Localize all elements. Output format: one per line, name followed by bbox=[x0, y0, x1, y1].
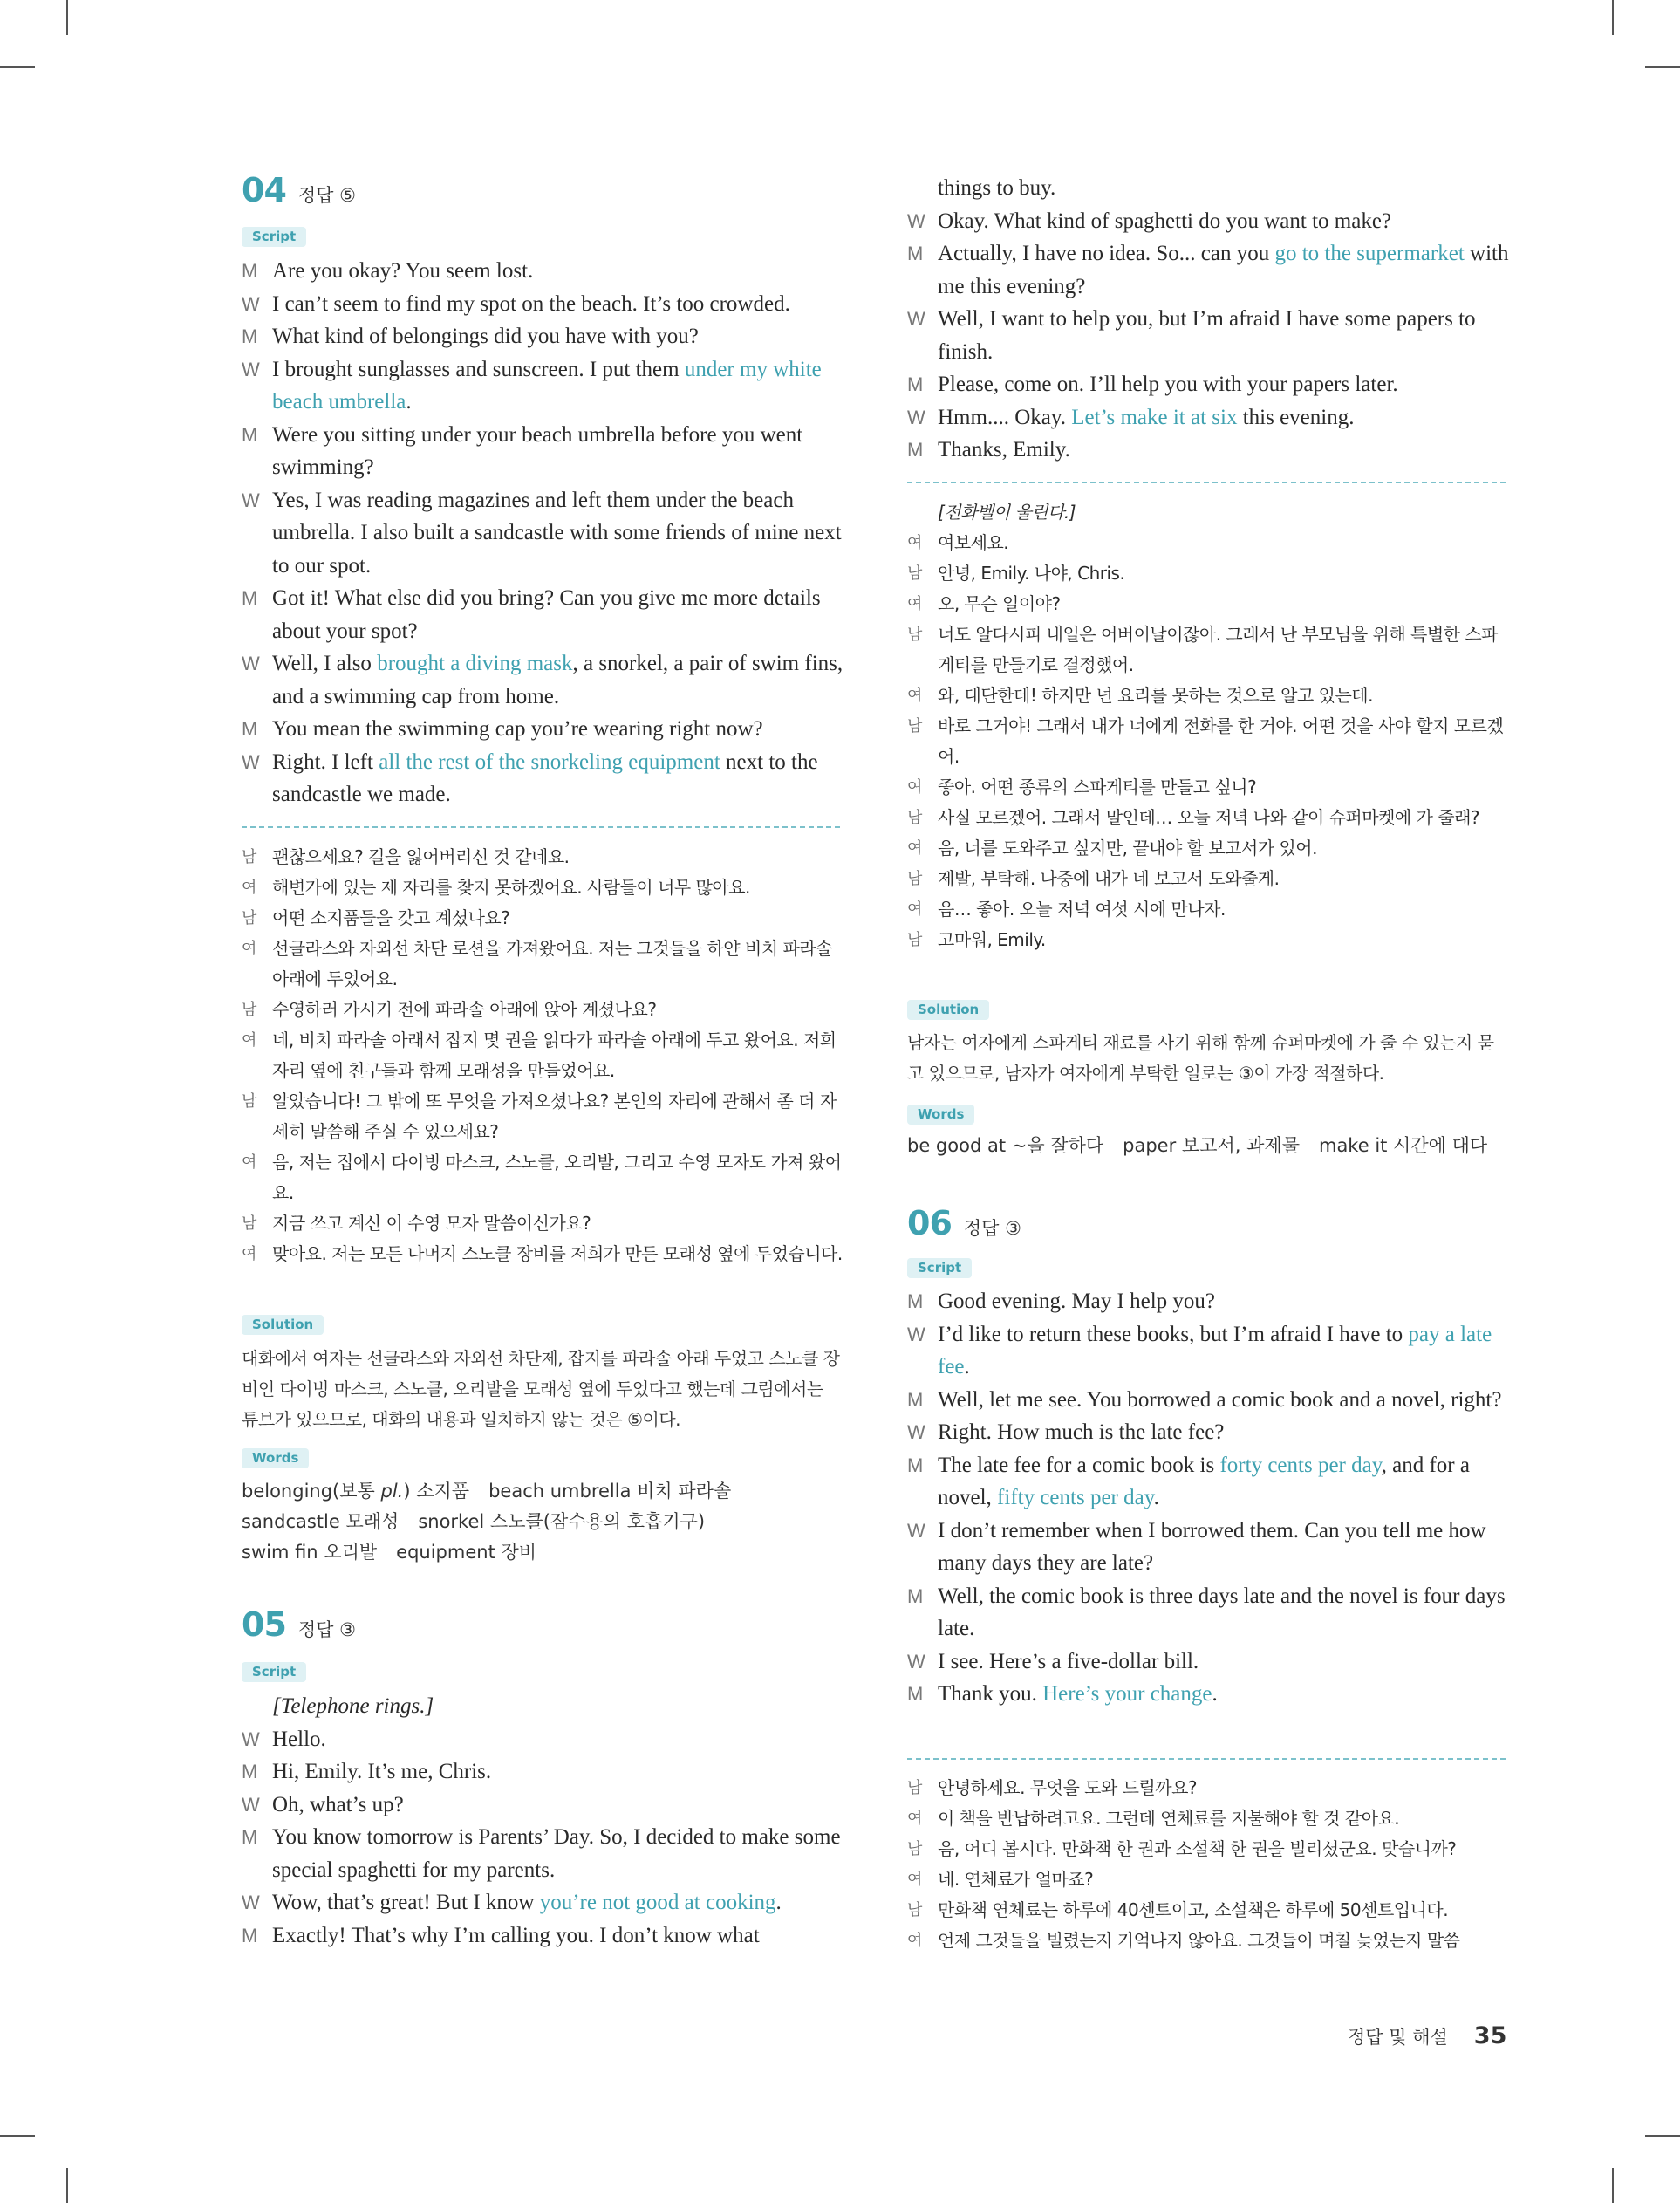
line-text: 음, 저는 집에서 다이빙 마스크, 스노클, 오리발, 그리고 수영 모자도 가져 왔어요. bbox=[272, 1152, 842, 1203]
dialogue-line bbox=[242, 1919, 843, 1953]
line-text bbox=[938, 237, 1509, 303]
speaker-label: 여 bbox=[242, 940, 256, 957]
text-run: You mean the swimming cap you’re wearing right now? bbox=[272, 717, 763, 741]
line-text bbox=[938, 1318, 1509, 1384]
dialogue-line bbox=[907, 772, 1509, 803]
speaker-label: M bbox=[907, 1454, 924, 1476]
highlighted-phrase: all the rest of the snorkeling equipment bbox=[379, 749, 720, 774]
dialogue-line bbox=[242, 872, 843, 903]
speaker-label: W bbox=[242, 358, 260, 380]
line-text bbox=[938, 368, 1509, 401]
dialogue-line bbox=[907, 589, 1509, 619]
line-text bbox=[272, 255, 843, 288]
dialogue-line bbox=[242, 1025, 843, 1086]
text-run: I’d like to return these books, but I’m afraid I have to bbox=[938, 1322, 1409, 1346]
line-text: 언제 그것들을 빌렸는지 기억나지 않아요. 그것들이 며칠 늦었는지 말씀 bbox=[938, 1930, 1460, 1951]
speaker-label: 여 bbox=[242, 879, 256, 896]
dialogue-line bbox=[242, 1821, 843, 1886]
speaker-label: 남 bbox=[907, 870, 922, 887]
text-run: Got it! What else did you bring? Can you give me more details about your spot? bbox=[272, 586, 821, 643]
line-text: 사실 모르겠어. 그래서 말인데… 오늘 저녁 나와 같이 슈퍼마켓에 가 줄래? bbox=[938, 807, 1480, 828]
text-run: Hello. bbox=[272, 1727, 326, 1751]
speaker-label: W bbox=[907, 308, 925, 330]
text-run: next to the sandcastle we made. bbox=[272, 749, 818, 806]
speaker-label: M bbox=[907, 373, 924, 395]
highlighted-phrase: brought a diving mask bbox=[377, 652, 573, 675]
speaker-label: 남 bbox=[907, 1901, 922, 1919]
dialogue-line bbox=[907, 368, 1509, 401]
speaker-label: M bbox=[242, 1826, 258, 1848]
speaker-label: 여 bbox=[907, 1810, 922, 1827]
dialogue-line bbox=[907, 803, 1509, 833]
dialogue-line bbox=[907, 711, 1509, 772]
highlighted-phrase: forty cents per day bbox=[1219, 1453, 1382, 1477]
dialogue-line bbox=[907, 1645, 1509, 1679]
highlighted-phrase: Here’s your change bbox=[1042, 1682, 1212, 1706]
vocab-entry: snorkel 스노클(잠수용의 호흡기구) bbox=[418, 1511, 706, 1532]
line-text bbox=[272, 582, 843, 647]
section-06-translation bbox=[907, 1773, 1509, 1956]
text-run: Oh, what’s up? bbox=[272, 1792, 404, 1816]
line-text: 음… 좋아. 오늘 저녁 여섯 시에 만나자. bbox=[938, 899, 1226, 920]
line-text: 네, 비치 파라솔 아래서 잡지 몇 권을 읽다가 파라솔 아래에 두고 왔어요. 저희 자리 옆에 친구들과 함께 모래성을 만들었어요. bbox=[272, 1030, 837, 1081]
section-05-solution: 남자는 여자에게 스파게티 재료를 사기 위해 함께 슈퍼마켓에 가 줄 수 있는지 묻고 있으므로, 남자가 여자에게 부탁한 일로는 ③이 가장 적절하다. bbox=[907, 1032, 1494, 1084]
crop-mark bbox=[66, 0, 68, 35]
speaker-label: 여 bbox=[242, 1031, 256, 1049]
speaker-label: 남 bbox=[242, 1092, 256, 1110]
dialogue-line bbox=[242, 484, 843, 583]
line-text bbox=[938, 205, 1509, 238]
dialogue-line bbox=[242, 1239, 843, 1269]
dialogue-line bbox=[242, 934, 843, 995]
line-text: 안녕하세요. 무엇을 도와 드릴까요? bbox=[938, 1777, 1198, 1798]
vocab-entry: make it 시간에 대다 bbox=[1318, 1135, 1488, 1156]
dialogue-line bbox=[907, 1926, 1509, 1956]
line-text bbox=[272, 1755, 843, 1789]
script-badge: Script bbox=[907, 1258, 972, 1278]
dialogue-line bbox=[907, 833, 1509, 864]
speaker-label: W bbox=[907, 1650, 925, 1673]
line-text bbox=[938, 1645, 1509, 1679]
words-badge: Words bbox=[907, 1105, 974, 1125]
dialogue-line bbox=[242, 647, 843, 713]
speaker-label: M bbox=[907, 243, 924, 264]
section-06-heading bbox=[907, 1204, 1021, 1242]
line-text: 안녕, Emily. 나야, Chris. bbox=[938, 563, 1125, 584]
dialogue-line bbox=[907, 1515, 1509, 1580]
line-text bbox=[938, 1678, 1509, 1711]
line-text: 선글라스와 자외선 차단 로션을 가져왔어요. 저는 그것들을 하얀 비치 파라솔 아래에 두었어요. bbox=[272, 938, 832, 989]
speaker-label: 여 bbox=[907, 839, 922, 857]
text-run: Hmm.... Okay. bbox=[938, 405, 1072, 429]
text-run: , a snorkel, a pair of swim fins, and a swimming cap from home. bbox=[272, 652, 843, 708]
speaker-label: M bbox=[907, 1683, 924, 1705]
dialogue-line bbox=[242, 713, 843, 746]
line-text: 고마워, Emily. bbox=[938, 929, 1046, 950]
speaker-label: M bbox=[242, 587, 258, 609]
divider bbox=[242, 826, 840, 828]
section-05-words bbox=[907, 1131, 1518, 1161]
highlighted-phrase: pay a late fee bbox=[938, 1322, 1492, 1379]
speaker-label: 여 bbox=[242, 1245, 256, 1262]
crop-mark bbox=[0, 2135, 35, 2137]
text-run: Okay. What kind of spaghetti do you want to make? bbox=[938, 209, 1392, 233]
dialogue-line bbox=[907, 1803, 1509, 1834]
highlighted-phrase: go to the supermarket bbox=[1274, 242, 1465, 265]
speaker-label: W bbox=[242, 1728, 260, 1750]
dialogue-line bbox=[907, 401, 1509, 434]
dialogue-line bbox=[907, 1895, 1509, 1926]
section-05-script-right bbox=[907, 172, 1509, 467]
crop-mark bbox=[1645, 2135, 1680, 2137]
line-text: 너도 알다시피 내일은 어버이날이잖아. 그래서 난 부모님을 위해 특별한 스파게티를 만들기로 결정했어. bbox=[938, 624, 1498, 675]
page-number: 35 bbox=[1473, 2022, 1507, 2049]
words-badge: Words bbox=[242, 1448, 309, 1468]
crop-mark bbox=[1645, 66, 1680, 68]
text-run: . bbox=[1153, 1486, 1159, 1509]
text-run: Hi, Emily. It’s me, Chris. bbox=[272, 1760, 492, 1783]
text-run: The late fee for a comic book is bbox=[938, 1453, 1220, 1477]
line-text bbox=[272, 647, 843, 713]
line-text: 제발, 부탁해. 나중에 내가 네 보고서 도와줄게. bbox=[938, 868, 1280, 889]
line-text bbox=[938, 1580, 1509, 1645]
answer-label: 정답 ③ bbox=[963, 1218, 1021, 1239]
speaker-label: 여 bbox=[907, 1932, 922, 1949]
dialogue-line bbox=[907, 864, 1509, 894]
dialogue-line bbox=[242, 582, 843, 647]
section-04-words bbox=[242, 1476, 852, 1568]
speaker-label: 남 bbox=[907, 626, 922, 643]
section-number: 06 bbox=[907, 1204, 952, 1242]
speaker-label: M bbox=[907, 1584, 924, 1607]
line-text bbox=[938, 1515, 1509, 1580]
line-text bbox=[938, 434, 1509, 467]
section-number: 05 bbox=[242, 1605, 286, 1644]
text-run: I see. Here’s a five-dollar bill. bbox=[938, 1649, 1199, 1673]
text-run: with me this evening? bbox=[938, 242, 1509, 298]
speaker-label: M bbox=[242, 718, 258, 740]
dialogue-line bbox=[907, 434, 1509, 467]
speaker-label bbox=[242, 1690, 272, 1723]
dialogue-line bbox=[907, 1285, 1509, 1318]
dialogue-line bbox=[242, 842, 843, 872]
speaker-label: 남 bbox=[907, 1779, 922, 1796]
crop-mark bbox=[1612, 0, 1614, 35]
dialogue-line bbox=[242, 1886, 843, 1919]
line-text bbox=[272, 713, 843, 746]
line-text bbox=[272, 1723, 843, 1756]
speaker-label: 여 bbox=[907, 595, 922, 612]
line-text bbox=[272, 1919, 843, 1953]
line-text bbox=[272, 1690, 843, 1723]
text-run: Wow, that’s great! But I know bbox=[272, 1891, 540, 1914]
speaker-label: 남 bbox=[907, 1840, 922, 1857]
crop-mark bbox=[1612, 2168, 1614, 2203]
speaker-label: W bbox=[242, 489, 260, 511]
line-text: 오, 무슨 일이야? bbox=[938, 593, 1061, 614]
dialogue-line bbox=[242, 1723, 843, 1756]
text-run: . bbox=[406, 390, 412, 414]
divider bbox=[907, 482, 1506, 483]
line-text: 괜찮으세요? 길을 잃어버리신 것 같네요. bbox=[272, 846, 570, 867]
text-run: Please, come on. I’ll help you with your papers later. bbox=[938, 373, 1398, 396]
words-row bbox=[242, 1537, 852, 1568]
dialogue-line bbox=[907, 894, 1509, 925]
line-text: 와, 대단한데! 하지만 넌 요리를 못하는 것으로 알고 있는데. bbox=[938, 685, 1373, 706]
answer-label: 정답 ③ bbox=[297, 1619, 356, 1640]
vocab-abbrev: pl. bbox=[380, 1481, 404, 1502]
dialogue-line bbox=[907, 1864, 1509, 1895]
dialogue-line bbox=[242, 320, 843, 353]
line-text bbox=[272, 288, 843, 321]
vocab-entry: swim fin 오리발 bbox=[242, 1542, 378, 1563]
text-run: Thank you. bbox=[938, 1682, 1043, 1706]
speaker-label bbox=[907, 497, 938, 528]
text-run: Were you sitting under your beach umbrella before you went swimming? bbox=[272, 422, 803, 479]
text-run: things to buy. bbox=[938, 176, 1056, 200]
dialogue-line bbox=[242, 1208, 843, 1239]
speaker-label: M bbox=[907, 1388, 924, 1411]
text-run: You know tomorrow is Parents’ Day. So, I decided to make some special spaghetti for my parents. bbox=[272, 1825, 841, 1882]
speaker-label: 남 bbox=[242, 909, 256, 927]
section-06-script bbox=[907, 1285, 1509, 1711]
dialogue-line bbox=[907, 1678, 1509, 1711]
speaker-label: 여 bbox=[907, 778, 922, 796]
script-badge: Script bbox=[242, 227, 306, 247]
script-badge: Script bbox=[242, 1662, 306, 1682]
speaker-label: 남 bbox=[907, 717, 922, 735]
line-text: 좋아. 어떤 종류의 스파게티를 만들고 싶니? bbox=[938, 777, 1257, 797]
dialogue-line bbox=[907, 1773, 1509, 1803]
section-05-heading bbox=[242, 1605, 356, 1644]
line-text bbox=[938, 303, 1509, 368]
vocab-entry: belonging(보통 pl.) 소지품 bbox=[242, 1481, 470, 1502]
dialogue-line bbox=[907, 1449, 1509, 1515]
highlighted-phrase: Let’s make it at six bbox=[1071, 405, 1238, 429]
dialogue-line bbox=[242, 419, 843, 484]
speaker-label: 남 bbox=[242, 1214, 256, 1232]
vocab-entry: equipment 장비 bbox=[396, 1542, 537, 1563]
speaker-label: 남 bbox=[907, 564, 922, 582]
solution-badge: Solution bbox=[907, 1000, 989, 1020]
speaker-label: 남 bbox=[242, 848, 256, 865]
speaker-label: M bbox=[907, 439, 924, 461]
dialogue-line bbox=[907, 237, 1509, 303]
speaker-label: 여 bbox=[242, 1153, 256, 1171]
text-run: Good evening. May I help you? bbox=[938, 1290, 1215, 1313]
line-text: 수영하러 가시기 전에 파라솔 아래에 앉아 계셨나요? bbox=[272, 999, 657, 1020]
dialogue-line bbox=[907, 925, 1509, 955]
text-run: Are you okay? You seem lost. bbox=[272, 259, 534, 283]
dialogue-line bbox=[242, 1789, 843, 1822]
section-04-translation bbox=[242, 842, 843, 1269]
dialogue-line bbox=[907, 1580, 1509, 1645]
dialogue-line bbox=[242, 353, 843, 419]
line-text bbox=[938, 1416, 1509, 1449]
line-text bbox=[272, 484, 843, 583]
line-text bbox=[938, 1285, 1509, 1318]
dialogue-line bbox=[907, 1318, 1509, 1384]
text-run: I can’t seem to find my spot on the beach. It’s too crowded. bbox=[272, 291, 790, 316]
text-run: Well, the comic book is three days late and the novel is four days late. bbox=[938, 1584, 1506, 1640]
crop-mark bbox=[0, 66, 35, 68]
line-text: 어떤 소지품들을 갖고 계셨나요? bbox=[272, 907, 510, 928]
dialogue-line bbox=[907, 172, 1509, 205]
solution-badge: Solution bbox=[242, 1315, 324, 1335]
speaker-label: M bbox=[242, 260, 258, 282]
line-text: 음, 너를 도와주고 싶지만, 끝내야 할 보고서가 있어. bbox=[938, 838, 1317, 859]
dialogue-line bbox=[242, 1086, 843, 1147]
speaker-label: W bbox=[907, 406, 925, 428]
speaker-label: 여 bbox=[907, 1871, 922, 1888]
line-text: 맞아요. 저는 모든 나머지 스노클 장비를 저희가 만든 모래성 옆에 두었습니다. bbox=[272, 1243, 843, 1264]
line-text bbox=[272, 746, 843, 811]
footer-title: 정답 및 해설 bbox=[1348, 2027, 1448, 2048]
speaker-label: W bbox=[907, 209, 925, 232]
dialogue-line bbox=[907, 303, 1509, 368]
dialogue-line bbox=[242, 903, 843, 934]
section-04-heading bbox=[242, 171, 356, 209]
words-row bbox=[242, 1476, 852, 1507]
speaker-label: 여 bbox=[907, 687, 922, 704]
speaker-label: W bbox=[242, 1793, 260, 1816]
text-run: Exactly! That’s why I’m calling you. I don’t know what bbox=[272, 1923, 760, 1947]
line-text bbox=[938, 172, 1509, 205]
text-run: Yes, I was reading magazines and left them under the beach umbrella. I also built a sandcastle with some friends of mine next to our spot. bbox=[272, 488, 842, 578]
text-run: Actually, I have no idea. So... can you bbox=[938, 242, 1275, 265]
speaker-label: W bbox=[242, 653, 260, 674]
speaker-label: M bbox=[907, 1290, 924, 1312]
dialogue-line bbox=[242, 288, 843, 321]
dialogue-line bbox=[242, 746, 843, 811]
speaker-label: M bbox=[242, 1761, 258, 1782]
speaker-label: 여 bbox=[907, 900, 922, 918]
vocab-entry: beach umbrella 비치 파라솔 bbox=[488, 1481, 732, 1502]
speaker-label: W bbox=[242, 750, 260, 773]
speaker-label: 남 bbox=[242, 1001, 256, 1018]
speaker-label: 남 bbox=[907, 809, 922, 826]
speaker-label: W bbox=[907, 1323, 925, 1345]
words-row bbox=[242, 1507, 852, 1537]
dialogue-line bbox=[907, 619, 1509, 681]
text-run: Right. I left bbox=[272, 749, 379, 774]
dialogue-line bbox=[907, 1834, 1509, 1864]
text-run: Thanks, Emily. bbox=[938, 438, 1070, 462]
line-text bbox=[272, 1789, 843, 1822]
line-text bbox=[272, 1821, 843, 1886]
text-run: Right. How much is the late fee? bbox=[938, 1420, 1225, 1444]
dialogue-line bbox=[907, 681, 1509, 711]
line-text bbox=[272, 353, 843, 419]
text-run: Well, I want to help you, but I’m afraid I have some papers to finish. bbox=[938, 307, 1476, 364]
line-text: 음, 어디 봅시다. 만화책 한 권과 소설책 한 권을 빌리셨군요. 맞습니까? bbox=[938, 1838, 1457, 1859]
line-text: 알았습니다! 그 밖에 또 무엇을 가져오셨나요? 본인의 자리에 관해서 좀 더 자세히 말씀해 주실 수 있으세요? bbox=[272, 1091, 837, 1142]
highlighted-phrase: you’re not good at cooking bbox=[539, 1891, 776, 1914]
divider bbox=[907, 1758, 1506, 1760]
line-text bbox=[272, 320, 843, 353]
vocab-entry: be good at ~을 잘하다 bbox=[907, 1135, 1104, 1156]
line-text: 해변가에 있는 제 자리를 찾지 못하겠어요. 사람들이 너무 많아요. bbox=[272, 877, 750, 898]
speaker-label bbox=[907, 172, 938, 205]
speaker-label: M bbox=[242, 423, 258, 446]
section-05-script-left bbox=[242, 1690, 843, 1952]
line-text: 만화책 연체료는 하루에 40센트이고, 소설책은 하루에 50센트입니다. bbox=[938, 1899, 1449, 1920]
text-run: Well, let me see. You borrowed a comic book and a novel, right? bbox=[938, 1387, 1502, 1412]
section-number: 04 bbox=[242, 171, 286, 209]
dialogue-line bbox=[907, 497, 1509, 528]
line-text: 이 책을 반납하려고요. 그런데 연체료를 지불해야 할 것 같아요. bbox=[938, 1808, 1400, 1829]
dialogue-line bbox=[242, 995, 843, 1025]
dialogue-line bbox=[242, 1147, 843, 1208]
crop-mark bbox=[66, 2168, 68, 2203]
speaker-label: W bbox=[907, 1421, 925, 1443]
text-run: . bbox=[775, 1891, 782, 1914]
dialogue-line bbox=[242, 255, 843, 288]
dialogue-line bbox=[907, 558, 1509, 589]
speaker-label: W bbox=[907, 1519, 925, 1542]
section-04-solution: 대화에서 여자는 선글라스와 자외선 차단제, 잡지를 파라솔 아래 두었고 스노클 장비인 다이빙 마스크, 스노클, 오리발을 모래성 옆에 두었다고 했는데 그림에서는 튜브가 있으므로, 대화의 내용과 일치하지 않는 것은 ⑤이다. bbox=[242, 1348, 840, 1430]
text-run: I don’t remember when I borrowed them. Can you tell me how many days they are late? bbox=[938, 1518, 1486, 1575]
dialogue-line bbox=[907, 1384, 1509, 1417]
speaker-label: M bbox=[242, 1924, 258, 1946]
vocab-entry: sandcastle 모래성 bbox=[242, 1511, 400, 1532]
speaker-label: M bbox=[242, 325, 258, 347]
text-run: . bbox=[964, 1355, 970, 1379]
text-run: Well, I also bbox=[272, 652, 378, 675]
speaker-label: 남 bbox=[907, 931, 922, 948]
text-run: . bbox=[1212, 1682, 1218, 1706]
text-run: I brought sunglasses and sunscreen. I put them bbox=[272, 357, 685, 381]
answer-label: 정답 ⑤ bbox=[297, 185, 356, 206]
dialogue-line bbox=[907, 528, 1509, 558]
line-text bbox=[272, 419, 843, 484]
vocab-entry: paper 보고서, 과제물 bbox=[1123, 1135, 1300, 1156]
line-text: [전화벨이 울린다.] bbox=[938, 502, 1076, 523]
highlighted-phrase: fifty cents per day bbox=[997, 1486, 1154, 1509]
line-text bbox=[938, 401, 1509, 434]
section-04-script bbox=[242, 255, 843, 811]
speaker-label: W bbox=[242, 1892, 260, 1913]
dialogue-line bbox=[242, 1755, 843, 1789]
line-text: 네. 연체료가 얼마죠? bbox=[938, 1869, 1094, 1890]
line-text: 지금 쓰고 계신 이 수영 모자 말씀이신가요? bbox=[272, 1213, 591, 1234]
text-run: What kind of belongings did you have with you? bbox=[272, 325, 699, 348]
line-text bbox=[938, 1449, 1509, 1515]
line-text bbox=[938, 1384, 1509, 1417]
dialogue-line bbox=[907, 1416, 1509, 1449]
speaker-label: W bbox=[242, 292, 260, 315]
text-run: this evening. bbox=[1237, 405, 1355, 429]
line-text bbox=[272, 1886, 843, 1919]
dialogue-line bbox=[242, 1690, 843, 1723]
dialogue-line bbox=[907, 205, 1509, 238]
line-text: 여보세요. bbox=[938, 532, 1009, 553]
section-05-translation bbox=[907, 497, 1509, 955]
speaker-label: 여 bbox=[907, 534, 922, 551]
line-text: 바로 그거야! 그래서 내가 너에게 전화를 한 거야. 어떤 것을 사야 할지 모르겠어. bbox=[938, 715, 1504, 767]
highlighted-phrase: under my white beach umbrella bbox=[272, 357, 822, 414]
page-footer bbox=[1348, 2022, 1506, 2049]
text-run: , and for a novel, bbox=[938, 1453, 1470, 1509]
text-run: [Telephone rings.] bbox=[272, 1694, 434, 1718]
